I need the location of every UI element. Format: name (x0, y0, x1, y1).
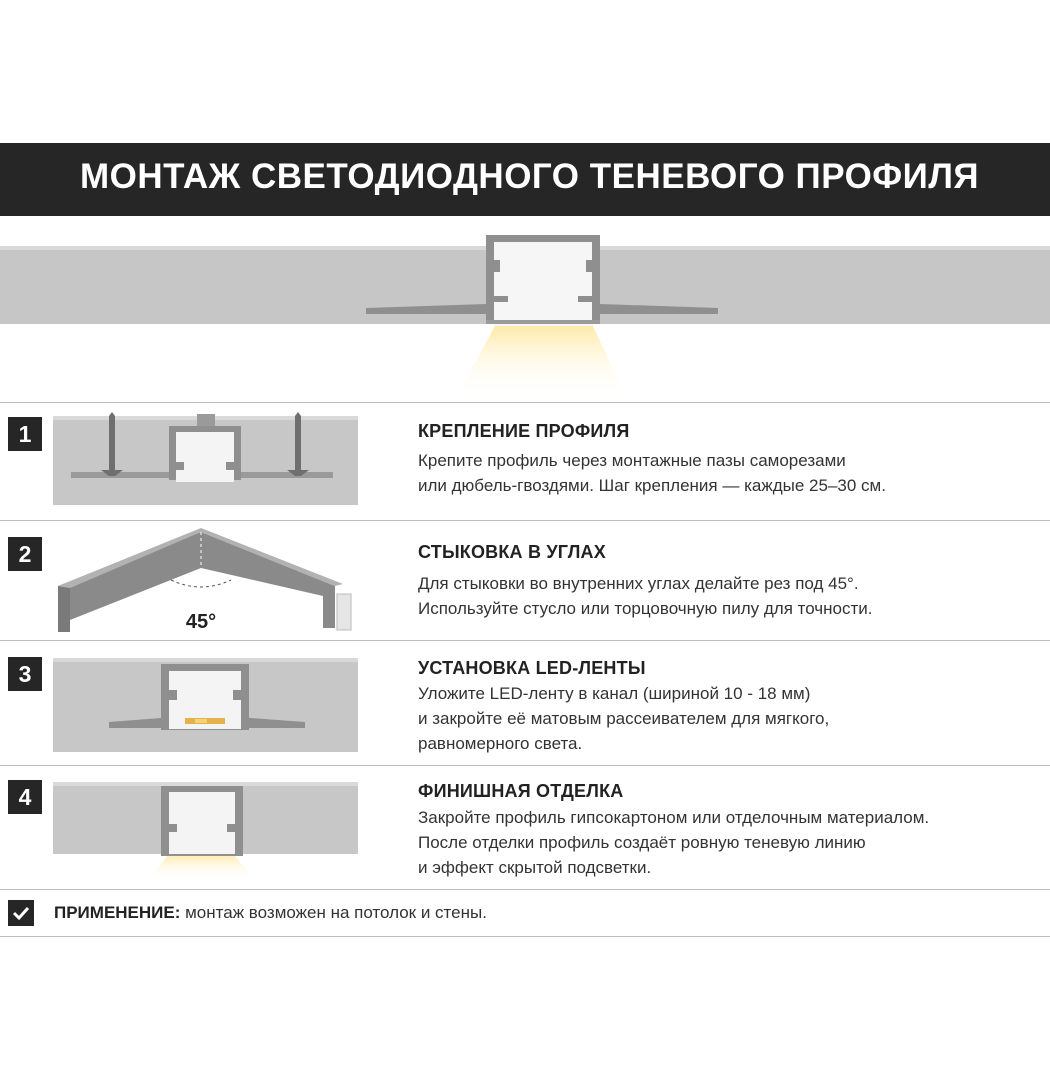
separator (0, 640, 1050, 641)
end-cap (337, 594, 351, 630)
separator (0, 520, 1050, 521)
page-title: МОНТАЖ СВЕТОДИОДНОГО ТЕНЕВОГО ПРОФИЛЯ (80, 157, 980, 196)
separator (0, 765, 1050, 766)
step-4-line-1: Закройте профиль гипсокартоном или отделочным материалом. (418, 808, 930, 827)
rib-right (233, 690, 241, 700)
application-text (54, 903, 487, 923)
step-1-illustration (53, 412, 358, 505)
hero-rib-left (494, 260, 500, 272)
separator (0, 402, 1050, 403)
corner-left-face (58, 586, 70, 632)
light-beam (149, 854, 255, 880)
hero-light-beam (456, 324, 626, 398)
step-2-illustration (53, 524, 358, 636)
application-label: ПРИМЕНЕНИЕ: (54, 903, 181, 922)
hero-lip-left (494, 296, 508, 302)
hero-profile-illustration (0, 216, 1050, 402)
step-1-line-1: Крепите профиль через монтажные пазы саморезами (418, 451, 846, 470)
hero-rib-right (586, 260, 592, 272)
board-top-strip (53, 658, 358, 662)
step-4-line-2: После отделки профиль создаёт ровную теневую линию (418, 833, 866, 852)
channel-inner (176, 432, 234, 482)
hero-channel-inner (494, 242, 592, 326)
step-3-line-2: и закройте её матовым рассеивателем для мягкого, (418, 709, 830, 728)
angle-arc (171, 580, 231, 587)
step-2-line-1: Для стыковки во внутренних углах делайте рез под 45°. (418, 574, 859, 593)
step-4-line-3: и эффект скрытой подсветки. (418, 858, 652, 877)
led-chip (195, 719, 207, 723)
step-4-number: 4 (8, 780, 42, 814)
step-2-line-2: Используйте стусло или торцовочную пилу для точности. (418, 599, 873, 618)
step-1-line-2: или дюбель-гвоздями. Шаг крепления — каждые 25–30 см. (418, 476, 886, 495)
step-1-number: 1 (8, 417, 42, 451)
angle-label: 45° (185, 611, 217, 633)
step-1-title: КРЕПЛЕНИЕ ПРОФИЛЯ (418, 421, 630, 441)
application-row (0, 890, 1050, 936)
rib-right (227, 824, 235, 832)
rib-left (176, 462, 184, 470)
board-top-strip (53, 782, 358, 786)
step-4-title: ФИНИШНАЯ ОТДЕЛКА (418, 781, 624, 801)
corner-left-arm (58, 532, 201, 620)
application-description: монтаж возможен на потолок и стены. (180, 903, 487, 922)
step-4-illustration (53, 776, 358, 880)
rib-left (169, 824, 177, 832)
step-3-line-1: Уложите LED-ленту в канал (шириной 10 - 18 мм) (418, 684, 811, 703)
step-3-illustration (53, 654, 358, 752)
hero-bottom-lip (486, 320, 600, 324)
step-2-number: 2 (8, 537, 42, 571)
rib-left (169, 690, 177, 700)
step-3-title: УСТАНОВКА LED-ЛЕНТЫ (418, 658, 646, 678)
channel-inner (169, 792, 235, 854)
step-3-line-3: равномерного света. (418, 734, 583, 753)
title-banner (0, 143, 1050, 216)
channel-top-clip (197, 414, 215, 426)
separator (0, 936, 1050, 937)
step-3-number: 3 (8, 657, 42, 691)
rib-right (226, 462, 234, 470)
step-2-title: СТЫКОВКА В УГЛАХ (418, 542, 606, 562)
corner-right-arm (201, 532, 335, 628)
check-icon (8, 900, 34, 926)
hero-lip-right (578, 296, 592, 302)
